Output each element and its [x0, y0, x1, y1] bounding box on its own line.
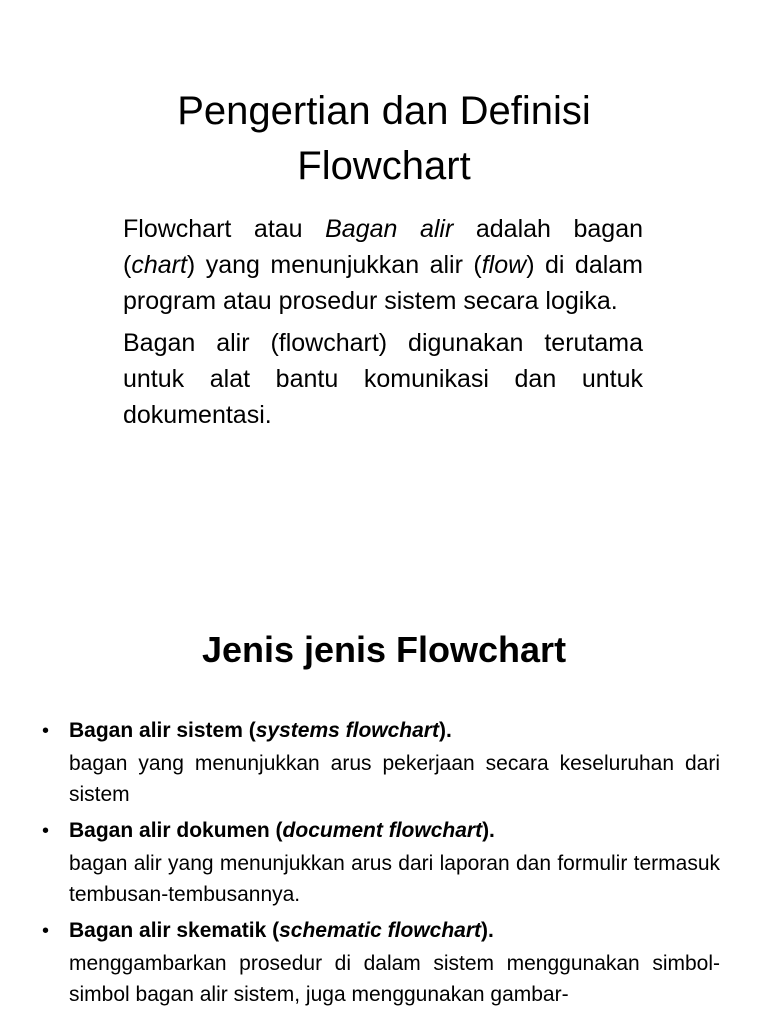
- slide1-paragraph-usage: Bagan alir (flowchart) digunakan terutama untuk alat bantu komunikasi dan untuk dokumentasi.: [123, 329, 643, 429]
- para1-text-1: Flowchart atau: [123, 215, 326, 243]
- list-item-description: menggambarkan prosedur di dalam sistem menggunakan simbol-simbol bagan alir sistem, juga menggunakan gambar-: [69, 952, 720, 1006]
- list-item-description: bagan alir yang menunjukkan arus dari laporan dan formulir termasuk tembusan-tembusannya.: [69, 852, 720, 906]
- heading-italic: systems flowchart: [255, 719, 439, 742]
- slide1-title-line2: Flowchart: [297, 144, 471, 188]
- heading-prefix: Bagan alir skematik (: [69, 919, 280, 942]
- list-item-heading: [42, 814, 720, 848]
- list-item-heading: [42, 714, 720, 748]
- heading-suffix: ).: [438, 719, 452, 742]
- flowchart-types-list: [42, 714, 720, 1014]
- para1-text-4: ) di dalam program atau prosedur sistem secara logika.: [123, 251, 643, 315]
- slide2-title: Jenis jenis Flowchart: [201, 629, 567, 670]
- slide1-title: [84, 84, 684, 194]
- heading-suffix: ).: [482, 819, 495, 842]
- slide1-paragraph-definition: [123, 211, 643, 319]
- list-item-schematic-flowchart: [42, 914, 720, 1010]
- list-item-description: bagan yang menunjukkan arus pekerjaan secara keseluruhan dari sistem: [69, 752, 720, 806]
- bullet-icon: •: [42, 820, 50, 842]
- bullet-icon: •: [42, 720, 50, 742]
- heading-suffix: ).: [481, 919, 494, 942]
- para1-italic-chart: chart: [131, 251, 187, 279]
- slide1-body: [123, 211, 643, 439]
- list-item-systems-flowchart: [42, 714, 720, 810]
- heading-prefix: Bagan alir sistem (: [69, 719, 256, 742]
- list-item-document-flowchart: [42, 814, 720, 910]
- heading-italic: schematic flowchart: [279, 919, 481, 942]
- para1-italic-bagan-alir: Bagan alir: [325, 215, 454, 243]
- bullet-icon: •: [42, 920, 50, 942]
- para1-text-2: adalah bagan (: [123, 215, 644, 279]
- list-item-heading: [42, 914, 720, 948]
- para1-text-3: ) yang menunjukkan alir (: [186, 251, 482, 279]
- para1-italic-flow: flow: [481, 251, 527, 279]
- slide1-title-line1: Pengertian dan Definisi: [177, 89, 591, 133]
- heading-prefix: Bagan alir dokumen (: [69, 819, 283, 842]
- heading-italic: document flowchart: [282, 819, 483, 842]
